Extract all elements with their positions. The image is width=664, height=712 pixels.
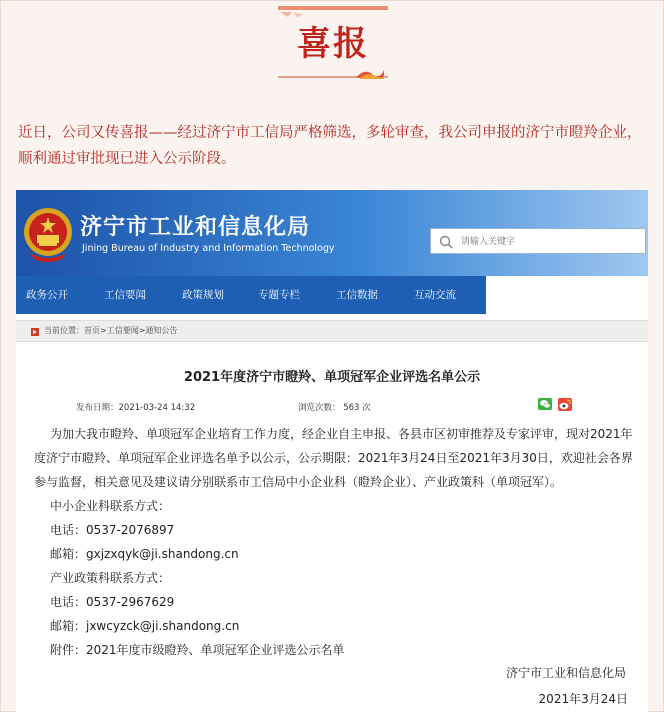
site-subtitle: Jining Bureau of Industry and Information Technology (82, 243, 335, 254)
nav-spacer (486, 276, 648, 314)
wechat-share-icon[interactable] (538, 398, 552, 410)
nav-item-interaction[interactable]: 互动交流 (414, 289, 456, 301)
signature: 济宁市工业和信息化局 (505, 666, 626, 680)
banner-title: 喜报 (297, 24, 369, 64)
contact-policy-email[interactable]: 邮箱：jxwcyzck@ji.shandong.cn (50, 619, 240, 633)
publish-date: 发布日期：2021-03-24 14:32 (76, 403, 196, 413)
main-nav (16, 276, 486, 314)
nav-item-zhengwu[interactable]: 政务公开 (26, 289, 68, 301)
site-title[interactable]: 济宁市工业和信息化局 (80, 215, 311, 240)
location-icon (30, 327, 40, 337)
nav-item-topics[interactable]: 专题专栏 (258, 289, 300, 301)
contact-policy-label: 产业政策科联系方式： (50, 571, 171, 585)
search-box (430, 228, 646, 254)
website-screenshot (16, 190, 648, 712)
nav-item-policy[interactable]: 政策规划 (182, 289, 224, 301)
article-body (34, 422, 634, 662)
article-title: 2021年度济宁市瞪羚、单项冠军企业评选名单公示 (183, 370, 481, 385)
nav-item-news[interactable]: 工信要闻 (104, 289, 146, 301)
nav-item-data[interactable]: 工信数据 (336, 289, 378, 301)
celebration-banner (278, 6, 388, 80)
search-icon[interactable] (439, 235, 453, 249)
article-paragraph: 为加大我市瞪羚、单项冠军企业培育工作力度，经企业自主申报、各县市区初审推荐及专家评审，现对2021年度济宁市瞪羚、单项冠军企业评选名单予以公示，公示期限：2021年3月24日至2021年3月30日，欢迎社会各界参与监督，相关意见及建议请分别联系市工信局中小企业科（瞪羚企业）、产业政策科（单项冠军）。 (34, 427, 633, 489)
view-count: 浏览次数： 563 次 (298, 403, 371, 413)
weibo-share-icon[interactable] (558, 398, 572, 411)
breadcrumb-text[interactable]: 当前位置：首页>工信要闻>通知公告 (44, 326, 178, 335)
search-input[interactable] (459, 231, 643, 253)
ribbon-decoration-icon (278, 6, 388, 18)
flag-decoration-icon (354, 66, 386, 80)
contact-sme-email[interactable]: 邮箱：gxjzxqyk@ji.shandong.cn (50, 547, 239, 561)
contact-sme-label: 中小企业科联系方式： (50, 499, 171, 513)
contact-sme-phone: 电话：0537-2076897 (50, 523, 175, 537)
attachment-link[interactable]: 附件：2021年度市级瞪羚、单项冠军企业评选公示名单 (50, 643, 345, 657)
intro-text: 近日，公司又传喜报——经过济宁市工信局严格筛选，多轮审查，我公司申报的济宁市瞪羚企业，顺利通过审批现已进入公示阶段。 (18, 125, 642, 167)
national-emblem-icon (22, 205, 74, 263)
signature-date: 2021年3月24日 (538, 692, 628, 706)
contact-policy-phone: 电话：0537-2967629 (50, 595, 175, 609)
site-header (16, 190, 648, 276)
breadcrumb (16, 320, 648, 342)
